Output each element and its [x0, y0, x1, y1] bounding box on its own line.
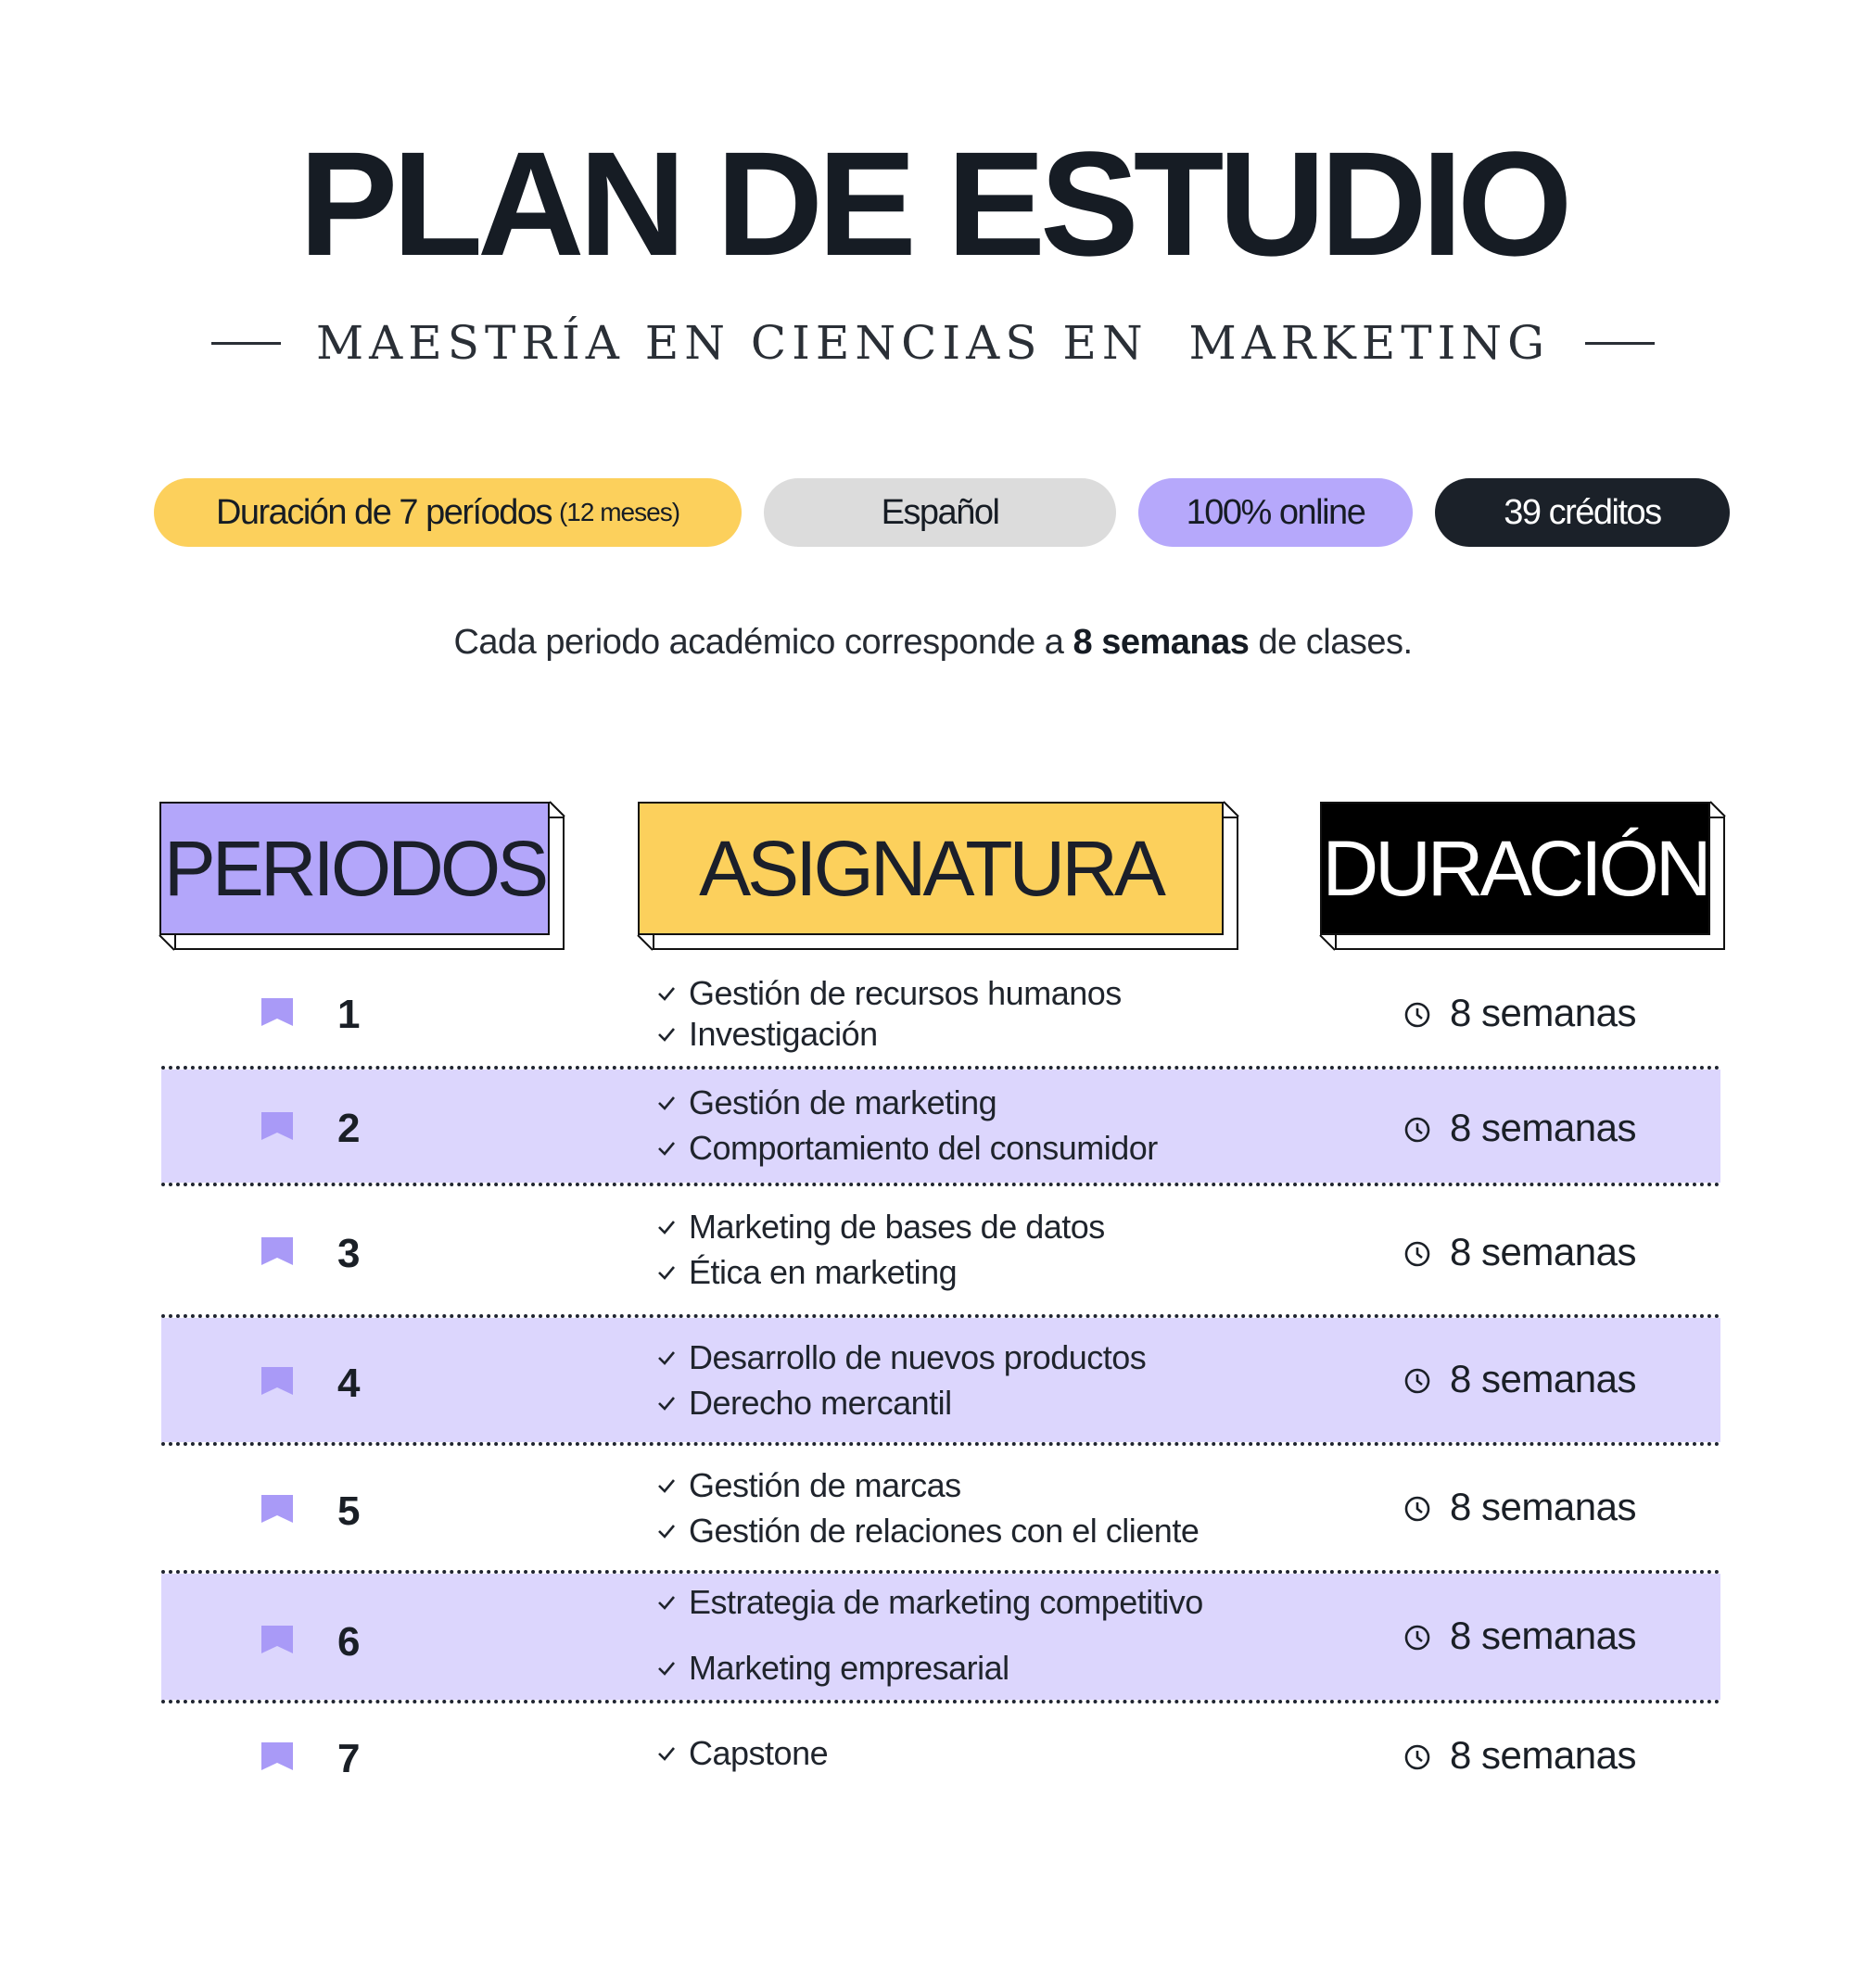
duration-cell [1403, 1230, 1636, 1273]
subject-item [657, 1083, 997, 1121]
duration-pill-label: Duración de 7 períodos [215, 492, 552, 532]
clock-icon [1403, 1001, 1431, 1029]
subject-item [657, 1129, 1158, 1167]
period-note [0, 623, 1866, 663]
period-note-bold: 8 semanas [1073, 623, 1250, 662]
check-icon [657, 1220, 676, 1235]
bookmark-icon [261, 1112, 293, 1140]
clock-icon [1403, 1240, 1431, 1268]
subject-item [657, 1466, 961, 1504]
duration-cell [1403, 1616, 1636, 1655]
subject-label: Desarrollo de nuevos productos [689, 1338, 1147, 1376]
subject-item [657, 1384, 952, 1422]
duration-label: 8 semanas [1450, 1230, 1636, 1273]
check-icon [657, 1396, 676, 1411]
header-subject [638, 802, 1238, 950]
period-row-3 [161, 1186, 1720, 1314]
check-icon [657, 1027, 676, 1042]
subtitle-block [0, 316, 1866, 370]
period-row-5 [161, 1446, 1720, 1570]
subject-item [657, 1338, 1147, 1376]
period-number: 2 [337, 1106, 361, 1151]
bookmark-icon [261, 1495, 293, 1523]
subject-label: Gestión de marcas [689, 1466, 961, 1504]
header-periods-label: PERIODOS [159, 802, 550, 935]
page-title: PLAN DE ESTUDIO [298, 120, 1568, 286]
period-number: 1 [337, 992, 361, 1037]
clock-icon [1403, 1116, 1431, 1144]
clock-icon [1403, 1743, 1431, 1771]
subtitle-left-rule [211, 342, 281, 345]
bookmark-icon [261, 1742, 293, 1770]
clock-icon [1403, 1367, 1431, 1395]
subject-label: Marketing de bases de datos [689, 1208, 1105, 1246]
duration-label: 8 semanas [1450, 1357, 1636, 1400]
subject-item [657, 1015, 878, 1053]
clock-icon [1403, 1624, 1431, 1652]
language-pill: Español [764, 478, 1116, 547]
header-duration-edges [1320, 802, 1725, 950]
duration-pill [154, 478, 742, 547]
period-number: 5 [337, 1488, 361, 1534]
period-row-4 [161, 1318, 1720, 1442]
subject-item [657, 1253, 958, 1291]
check-icon [657, 1524, 676, 1538]
duration-label: 8 semanas [1450, 991, 1636, 1034]
duration-cell [1403, 1733, 1636, 1777]
duration-label: 8 semanas [1450, 1485, 1636, 1528]
check-icon [657, 1265, 676, 1280]
subject-label: Comportamiento del consumidor [689, 1129, 1158, 1167]
subject-item [657, 1210, 1105, 1244]
mode-pill: 100% online [1138, 478, 1413, 547]
check-icon [657, 1350, 676, 1365]
check-icon [657, 1746, 676, 1761]
duration-label: 8 semanas [1450, 1106, 1636, 1149]
header-periods-edges [159, 802, 565, 950]
bookmark-icon [261, 998, 293, 1026]
check-icon [657, 1141, 676, 1156]
check-icon [657, 1478, 676, 1493]
subject-item [657, 1583, 1203, 1621]
subject-label: Gestión de relaciones con el cliente [689, 1512, 1200, 1550]
subject-label: Capstone [689, 1734, 829, 1772]
bookmark-icon [261, 1237, 293, 1265]
subject-label: Gestión de recursos humanos [689, 974, 1122, 1012]
header-subject-edges [638, 802, 1238, 950]
duration-label: 8 semanas [1450, 1614, 1636, 1657]
bookmark-icon [261, 1626, 293, 1653]
subject-label: Derecho mercantil [689, 1384, 952, 1422]
duration-cell [1403, 1357, 1636, 1400]
subject-label: Marketing empresarial [689, 1649, 1009, 1687]
check-icon [657, 1095, 676, 1110]
subject-item [657, 1514, 1199, 1548]
check-icon [657, 1661, 676, 1676]
duration-cell [1403, 991, 1636, 1034]
subject-label: Investigación [689, 1015, 878, 1053]
period-note-after: de clases. [1249, 623, 1413, 662]
check-icon [657, 986, 676, 1001]
clock-icon [1403, 1495, 1431, 1523]
period-number: 4 [337, 1361, 361, 1406]
period-row-6 [161, 1574, 1720, 1700]
duration-cell [1403, 1108, 1636, 1147]
period-row-7 [161, 1703, 1720, 1805]
period-row-2 [161, 1070, 1720, 1183]
header-subject-label: ASIGNATURA [638, 802, 1224, 935]
period-note-before: Cada periodo académico corresponde a [453, 623, 1073, 662]
period-number: 3 [337, 1231, 361, 1276]
subtitle-right-rule [1585, 342, 1655, 345]
check-icon [657, 1595, 676, 1610]
credits-pill: 39 créditos [1435, 478, 1730, 547]
subject-label: Estrategia de marketing competitivo [689, 1583, 1203, 1621]
period-number: 6 [337, 1619, 361, 1665]
bookmark-icon [261, 1367, 293, 1395]
subject-label: Ética en marketing [689, 1253, 958, 1291]
subtitle: MAESTRÍA EN CIENCIAS EN MARKETING [315, 316, 1551, 370]
subject-item [657, 974, 1122, 1012]
period-number: 7 [337, 1736, 361, 1781]
duration-pill-note: (12 meses) [558, 498, 680, 526]
header-duration [1320, 802, 1725, 950]
subject-item [657, 1649, 1009, 1687]
duration-cell [1403, 1485, 1636, 1528]
header-duration-label: DURACIÓN [1320, 802, 1710, 935]
duration-label: 8 semanas [1450, 1733, 1636, 1777]
subject-label: Gestión de marketing [689, 1083, 997, 1121]
subject-item [657, 1734, 829, 1772]
period-row-1 [161, 964, 1720, 1066]
header-periods [159, 802, 565, 950]
